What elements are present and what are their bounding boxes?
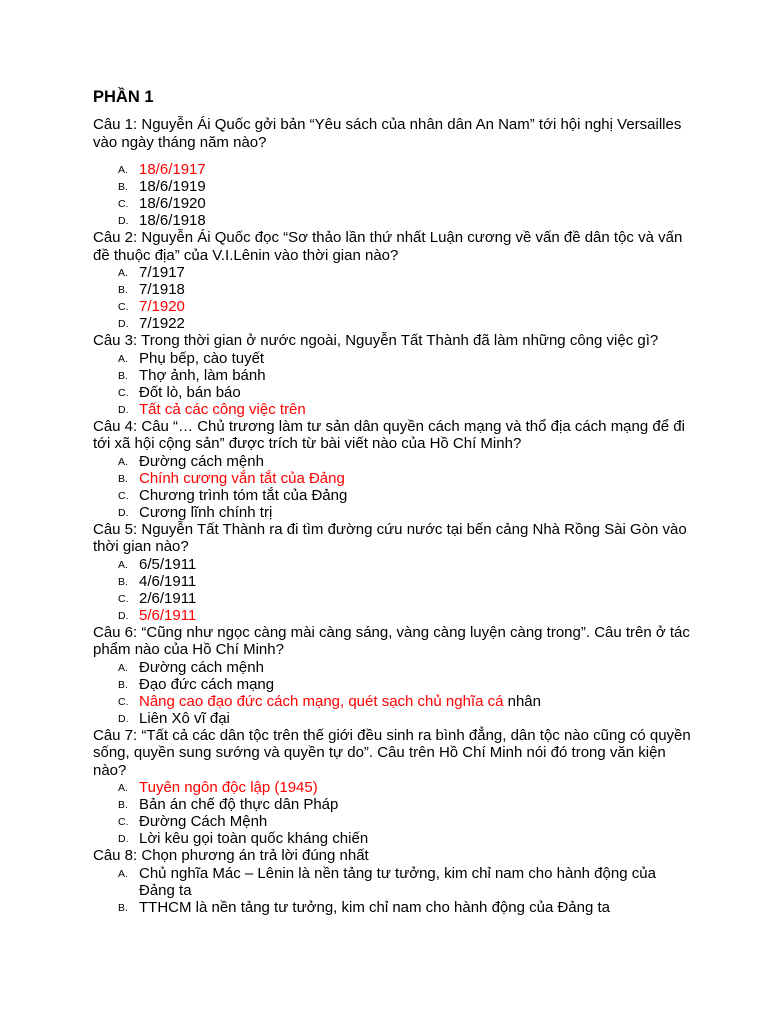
- option-list: [93, 161, 693, 229]
- option-list: [93, 865, 693, 916]
- option-item: [93, 779, 693, 796]
- option-item: [93, 899, 693, 916]
- option-letter: A.: [118, 455, 128, 468]
- question-text: Câu 1: Nguyễn Ái Quốc gởi bản “Yêu sách của nhân dân An Nam” tới hội nghị Versailles vào ngày tháng năm nào?: [93, 116, 682, 151]
- question-text: Câu 4: Câu “… Chủ trương làm tư sản dân quyền cách mạng và thổ địa cách mạng để đi tới xã hội cộng sản” được trích từ bài viết nào của Hồ Chí Minh?: [93, 417, 685, 452]
- option-item: [93, 504, 693, 521]
- option-text: TTHCM là nền tảng tư tưởng, kim chỉ nam cho hành động của Đảng ta: [139, 898, 610, 916]
- question-text: Câu 7: “Tất cả các dân tộc trên thế giới đều sinh ra bình đẳng, dân tộc nào cũng có quyền sống, quyền sung sướng và quyền tự do”. Câu trên Hồ Chí Minh nói đó trong văn kiện nào?: [93, 726, 691, 779]
- option-letter: C.: [118, 198, 129, 210]
- option-letter: B.: [118, 901, 128, 914]
- option-item: [93, 830, 693, 847]
- option-item: [93, 659, 693, 676]
- option-item: [93, 556, 693, 573]
- option-letter: C.: [118, 386, 129, 399]
- question-text: Câu 2: Nguyễn Ái Quốc đọc “Sơ thảo lần thứ nhất Luận cương về vấn đề dân tộc và vấn đề thuộc địa” của V.I.Lênin vào thời gian nào?: [93, 229, 683, 264]
- question-5: [93, 521, 693, 624]
- option-text: 18/6/1918: [139, 212, 206, 229]
- option-text: Phụ bếp, cào tuyết: [139, 349, 265, 367]
- option-letter: A.: [118, 164, 128, 176]
- option-text: Cương lĩnh chính trị: [139, 503, 273, 521]
- option-text: Chương trình tóm tắt của Đảng: [139, 486, 348, 504]
- option-item: [93, 573, 693, 590]
- correct-option-text: 5/6/1911: [139, 606, 197, 624]
- option-text: Thợ ảnh, làm bánh: [139, 366, 266, 384]
- option-list: [93, 556, 693, 624]
- correct-option-text: Tất cả các công việc trên: [139, 400, 306, 418]
- option-letter: D.: [118, 609, 129, 622]
- option-letter: C.: [118, 592, 129, 605]
- correct-option-text: Chính cương vắn tắt của Đảng: [139, 469, 345, 487]
- question-list: [93, 116, 693, 916]
- option-text: 7/1918: [139, 281, 185, 298]
- correct-option-text: Nâng cao đạo đức cách mạng, quét sạch chủ nghĩa cá: [139, 692, 504, 710]
- option-item: [93, 693, 693, 710]
- option-letter: A.: [118, 867, 128, 880]
- option-item: [93, 178, 693, 195]
- option-item: [93, 298, 693, 315]
- question-2: [93, 229, 693, 332]
- option-list: [93, 264, 693, 332]
- option-letter: A.: [118, 352, 128, 365]
- question-6: [93, 624, 693, 727]
- question-3: [93, 332, 693, 418]
- option-item: [93, 676, 693, 693]
- option-letter: C.: [118, 301, 129, 313]
- option-letter: D.: [118, 215, 129, 227]
- option-letter: A.: [118, 661, 128, 674]
- option-item: [93, 453, 693, 470]
- option-letter: B.: [118, 799, 128, 811]
- option-item: [93, 161, 693, 178]
- option-text: 18/6/1920: [139, 195, 206, 212]
- question-7: [93, 727, 693, 848]
- option-list: [93, 350, 693, 418]
- option-item: [93, 607, 693, 624]
- option-text: 18/6/1919: [139, 178, 206, 195]
- option-item: [93, 470, 693, 487]
- option-item: [93, 865, 693, 899]
- question-text: Câu 5: Nguyễn Tất Thành ra đi tìm đường cứu nước tại bến cảng Nhà Rồng Sài Gòn vào thời gian nào?: [93, 520, 687, 555]
- option-list: [93, 453, 693, 521]
- option-letter: D.: [118, 318, 129, 330]
- question-4: [93, 418, 693, 521]
- option-letter: D.: [118, 506, 129, 519]
- option-item: [93, 367, 693, 384]
- option-text: Đường Cách Mệnh: [139, 813, 268, 830]
- option-letter: D.: [118, 403, 129, 416]
- option-list: [93, 659, 693, 727]
- option-text: Chủ nghĩa Mác – Lênin là nền tảng tư tưởng, kim chỉ nam cho hành động của Đảng ta: [139, 864, 656, 899]
- option-text: 6/5/1911: [139, 555, 197, 573]
- option-item: [93, 350, 693, 367]
- option-text: Đường cách mệnh: [139, 658, 264, 676]
- question-text: Câu 6: “Cũng như ngọc càng mài càng sáng, vàng càng luyện càng trong”. Câu trên ở tác phẩm nào của Hồ Chí Minh?: [93, 623, 690, 658]
- option-text: Đường cách mệnh: [139, 452, 264, 470]
- option-list: [93, 779, 693, 847]
- option-letter: A.: [118, 782, 128, 794]
- option-letter: B.: [118, 472, 128, 485]
- question-text: Câu 3: Trong thời gian ở nước ngoài, Nguyễn Tất Thành đã làm những công việc gì?: [93, 332, 659, 349]
- option-text: 7/1917: [139, 264, 185, 281]
- option-text: Liên Xô vĩ đại: [139, 709, 230, 727]
- option-text: 2/6/1911: [139, 589, 197, 607]
- option-item: [93, 212, 693, 229]
- question-1: [93, 116, 693, 229]
- option-item: [93, 315, 693, 332]
- option-letter: B.: [118, 575, 128, 588]
- section-heading: PHẦN 1: [93, 88, 154, 106]
- correct-option-text: Tuyên ngôn độc lập (1945): [139, 779, 318, 796]
- option-text-suffix: nhân: [503, 692, 541, 710]
- option-letter: C.: [118, 695, 129, 708]
- option-item: [93, 264, 693, 281]
- option-item: [93, 710, 693, 727]
- option-letter: B.: [118, 678, 128, 691]
- option-letter: C.: [118, 816, 129, 828]
- option-letter: D.: [118, 712, 129, 725]
- option-item: [93, 281, 693, 298]
- option-letter: B.: [118, 181, 128, 193]
- option-text: 4/6/1911: [139, 572, 197, 590]
- option-item: [93, 590, 693, 607]
- option-letter: B.: [118, 369, 128, 382]
- correct-option-text: 18/6/1917: [139, 161, 206, 178]
- option-item: [93, 384, 693, 401]
- option-text: Bản án chế độ thực dân Pháp: [139, 796, 339, 813]
- correct-option-text: 7/1920: [139, 298, 185, 315]
- option-item: [93, 487, 693, 504]
- option-letter: A.: [118, 558, 128, 571]
- option-item: [93, 813, 693, 830]
- option-item: [93, 796, 693, 813]
- option-text: Lời kêu gọi toàn quốc kháng chiến: [139, 830, 369, 847]
- option-letter: B.: [118, 284, 128, 296]
- option-text: Đốt lò, bán báo: [139, 383, 241, 401]
- option-text: 7/1922: [139, 315, 185, 332]
- question-8: [93, 847, 693, 916]
- option-letter: D.: [118, 833, 129, 845]
- spacer: [93, 151, 693, 161]
- question-text: Câu 8: Chọn phương án trả lời đúng nhất: [93, 847, 369, 864]
- option-item: [93, 401, 693, 418]
- option-text: Đạo đức cách mạng: [139, 675, 275, 693]
- option-letter: C.: [118, 489, 129, 502]
- option-letter: A.: [118, 267, 128, 279]
- option-item: [93, 195, 693, 212]
